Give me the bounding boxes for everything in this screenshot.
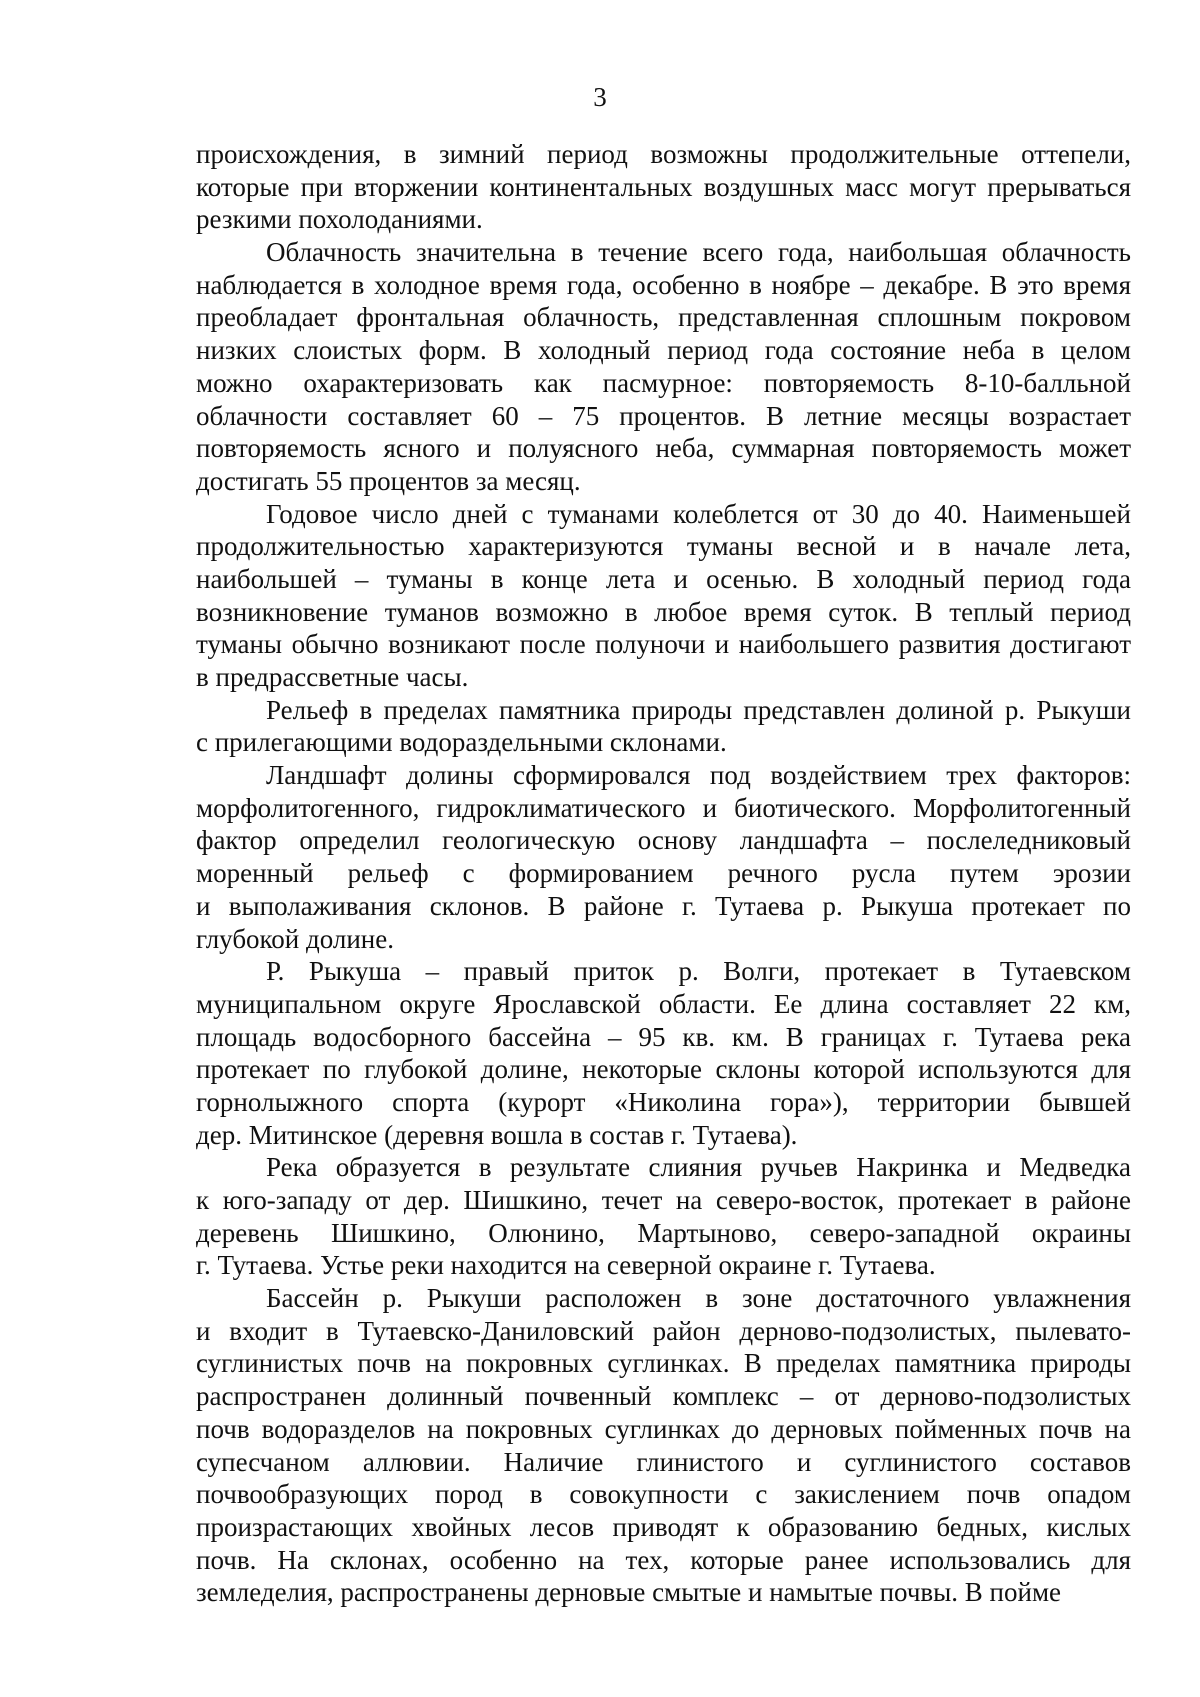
paragraph bbox=[196, 236, 1131, 498]
text-line: моренный рельеф с формированием речного русла путем эрозии bbox=[196, 858, 1131, 889]
text-line: которые при вторжении континентальных воздушных масс могут прерываться bbox=[196, 171, 1131, 202]
paragraph bbox=[196, 694, 1131, 759]
text-line: Бассейн р. Рыкуши расположен в зоне достаточного увлажнения bbox=[266, 1283, 1131, 1314]
text-line: Годовое число дней с туманами колеблется от 30 до 40. Наименьшей bbox=[266, 498, 1131, 529]
text-line: произрастающих хвойных лесов приводят к образованию бедных, кислых bbox=[196, 1511, 1131, 1542]
text-line: в предрассветные часы. bbox=[196, 662, 469, 692]
paragraph bbox=[196, 138, 1131, 236]
text-line: с прилегающими водораздельными склонами. bbox=[196, 727, 727, 758]
paragraph bbox=[196, 955, 1131, 1151]
text-line: возникновение туманов возможно в любое время суток. В теплый период bbox=[196, 596, 1131, 627]
text-line: и входит в Тутаевско-Даниловский район дерново-подзолистых, пылевато- bbox=[196, 1315, 1131, 1346]
text-line: супесчаном аллювии. Наличие глинистого и суглинистого составов bbox=[196, 1446, 1131, 1477]
text-line: Ландшафт долины сформировался под воздействием трех факторов: bbox=[266, 760, 1131, 791]
text-line: морфолитогенного, гидроклиматического и биотического. Морфолитогенный bbox=[196, 792, 1131, 823]
text-line: резкими похолоданиями. bbox=[196, 204, 483, 235]
text-line: суглинистых почв на покровных суглинках. В пределах памятника природы bbox=[196, 1348, 1131, 1379]
text-line: почвообразующих пород в совокупности с закислением почв опадом bbox=[196, 1479, 1131, 1510]
text-line: деревень Шишкино, Олюнино, Мартыново, северо-западной окраины bbox=[196, 1217, 1131, 1248]
text-line: повторяемость ясного и полуясного неба, суммарная повторяемость может bbox=[196, 433, 1131, 464]
paragraph bbox=[196, 498, 1131, 694]
text-line: глубокой долине. bbox=[196, 923, 394, 954]
paragraph bbox=[196, 1151, 1131, 1282]
text-line: преобладает фронтальная облачность, представленная сплошным покровом bbox=[196, 302, 1131, 333]
text-line: почв. На склонах, особенно на тех, которые ранее использовались для bbox=[196, 1544, 1131, 1575]
text-line: Р. Рыкуша – правый приток р. Волги, протекает в Тутаевском bbox=[266, 956, 1131, 987]
text-line: распространен долинный почвенный комплекс – от дерново-подзолистых bbox=[196, 1381, 1131, 1412]
body-text bbox=[196, 138, 1131, 1609]
text-line: наблюдается в холодное время года, особенно в ноябре – декабре. В это время bbox=[196, 269, 1131, 300]
text-line: и выполаживания склонов. В районе г. Тутаева р. Рыкуша протекает по bbox=[196, 890, 1131, 921]
text-line: муниципальном округе Ярославской области. Ее длина составляет 22 км, bbox=[196, 988, 1131, 1019]
text-line: г. Тутаева. Устье реки находится на северной окраине г. Тутаева. bbox=[196, 1250, 936, 1281]
text-line: происхождения, в зимний период возможны продолжительные оттепели, bbox=[196, 139, 1131, 169]
page-number: 3 bbox=[593, 82, 607, 112]
text-line: к юго-западу от дер. Шишкино, течет на северо-восток, протекает в районе bbox=[196, 1185, 1131, 1215]
text-line: низких слоистых форм. В холодный период года состояние неба в целом bbox=[196, 335, 1131, 366]
text-line: Река образуется в результате слияния ручьев Накринка и Медведка bbox=[266, 1152, 1131, 1183]
text-line: можно охарактеризовать как пасмурное: повторяемость 8-10-балльной bbox=[196, 367, 1131, 398]
text-line: Рельеф в пределах памятника природы представлен долиной р. Рыкуши bbox=[266, 694, 1131, 725]
text-line: наибольшей – туманы в конце лета и осенью. В холодный период года bbox=[196, 563, 1131, 594]
text-line: площадь водосборного бассейна – 95 кв. км. В границах г. Тутаева река bbox=[196, 1021, 1131, 1052]
paragraph bbox=[196, 1282, 1131, 1609]
text-line: достигать 55 процентов за месяц. bbox=[196, 465, 581, 496]
text-line: облачности составляет 60 – 75 процентов. В летние месяцы возрастает bbox=[196, 400, 1131, 431]
text-line: продолжительностью характеризуются туманы весной и в начале лета, bbox=[196, 531, 1131, 562]
text-line: почв водоразделов на покровных суглинках до дерновых пойменных почв на bbox=[196, 1413, 1131, 1444]
text-line: фактор определил геологическую основу ландшафта – послеледниковый bbox=[196, 825, 1131, 856]
text-line: земледелия, распространены дерновые смытые и намытые почвы. В пойме bbox=[196, 1577, 1062, 1608]
text-line: туманы обычно возникают после полуночи и наибольшего развития достигают bbox=[196, 629, 1131, 660]
text-line: протекает по глубокой долине, некоторые склоны которой используются для bbox=[196, 1054, 1131, 1085]
paragraph bbox=[196, 759, 1131, 955]
text-line: Облачность значительна в течение всего года, наибольшая облачность bbox=[266, 237, 1131, 268]
text-line: дер. Митинское (деревня вошла в состав г. Тутаева). bbox=[196, 1119, 798, 1150]
text-line: горнолыжного спорта (курорт «Николина гора»), территории бывшей bbox=[196, 1086, 1131, 1117]
